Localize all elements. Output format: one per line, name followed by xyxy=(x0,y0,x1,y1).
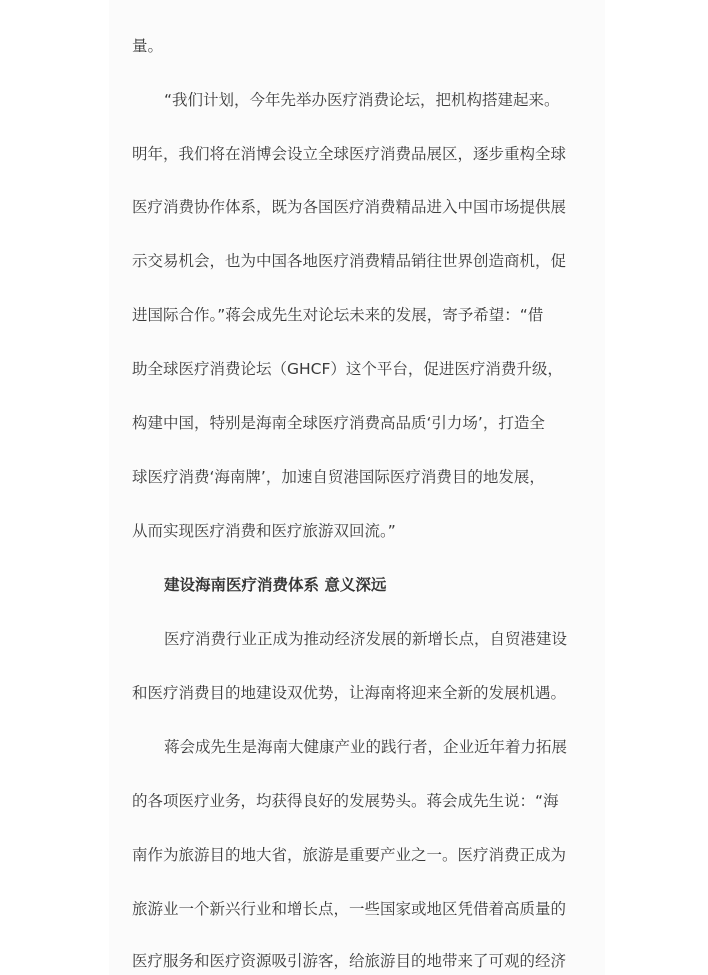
paragraph-line: 助全球医疗消费论坛（GHCF）这个平台，促进医疗消费升级， xyxy=(132,360,563,378)
paragraph-line: 示交易机会，也为中国各地医疗消费精品销往世界创造商机，促 xyxy=(132,252,567,270)
paragraph-line: 南作为旅游目的地大省，旅游是重要产业之一。医疗消费正成为 xyxy=(132,846,567,864)
paragraph-line: 医疗消费行业正成为推动经济发展的新增长点，自贸港建设 xyxy=(164,630,568,648)
paragraph-line: 量。 xyxy=(132,37,164,55)
paragraph-line: 医疗服务和医疗资源吸引游客，给旅游目的地带来了可观的经济 xyxy=(132,952,567,970)
paragraph-line: 构建中国，特别是海南全球医疗消费高品质‘引力场’，打造全 xyxy=(132,414,545,432)
paragraph-line: 的各项医疗业务，均获得良好的发展势头。蒋会成先生说：“海 xyxy=(132,792,559,810)
paragraph-line: 明年，我们将在消博会设立全球医疗消费品展区，逐步重构全球 xyxy=(132,145,567,163)
paragraph-line: 蒋会成先生是海南大健康产业的践行者，企业近年着力拓展 xyxy=(164,738,568,756)
section-heading: 建设海南医疗消费体系 意义深远 xyxy=(164,576,387,594)
paragraph-line: 进国际合作。”蒋会成先生对论坛未来的发展，寄予希望：“借 xyxy=(132,306,544,324)
paragraph-line: 从而实现医疗消费和医疗旅游双回流。” xyxy=(132,522,396,540)
paragraph-line: 医疗消费协作体系，既为各国医疗消费精品进入中国市场提供展 xyxy=(132,198,567,216)
paragraph-line: 旅游业一个新兴行业和增长点，一些国家或地区凭借着高质量的 xyxy=(132,900,567,918)
paragraph-line: “我们计划，今年先举办医疗消费论坛，把机构搭建起来。 xyxy=(164,91,560,109)
paragraph-line: 和医疗消费目的地建设双优势，让海南将迎来全新的发展机遇。 xyxy=(132,684,567,702)
paragraph-line: 球医疗消费‘海南牌’，加速自贸港国际医疗消费目的地发展， xyxy=(132,468,545,486)
